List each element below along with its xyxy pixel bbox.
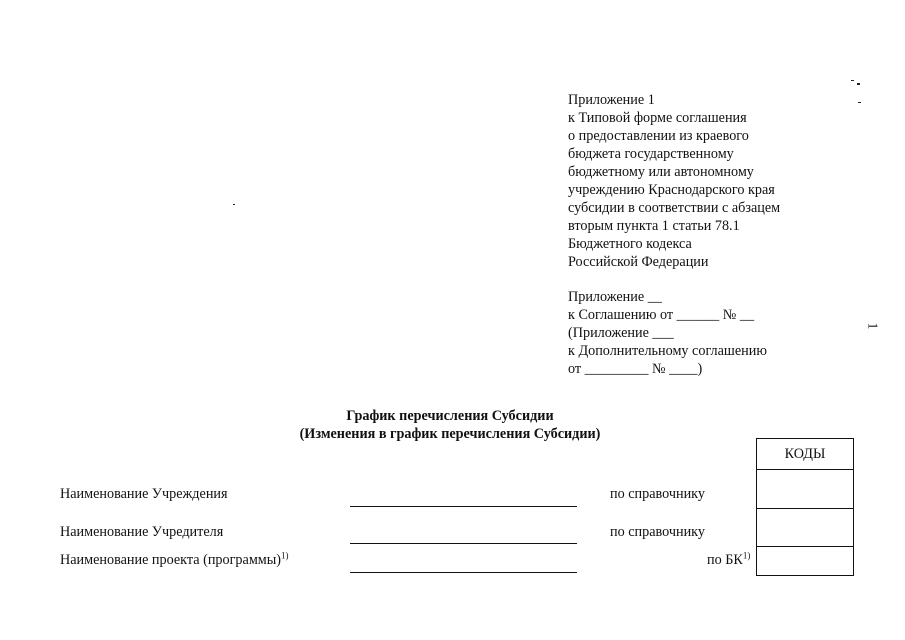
ref-bk-footnote-mark: 1)	[742, 550, 751, 561]
agreement-line: от _________ № ____)	[568, 361, 703, 377]
codes-cell-bk[interactable]	[757, 547, 853, 575]
project-field[interactable]	[350, 572, 577, 573]
appendix-line: субсидии в соответствии с абзацем	[568, 200, 781, 216]
institution-label: Наименование Учреждения	[60, 486, 228, 502]
page-number: 1	[864, 322, 880, 330]
appendix-spacer	[568, 271, 828, 288]
appendix-line: вторым пункта 1 статьи 78.1	[568, 218, 740, 234]
ref-bk-label-wrapper	[707, 552, 750, 569]
ref-directory-label-1: по справочнику	[610, 486, 705, 502]
page-title	[200, 407, 700, 443]
appendix-line: Бюджетного кодекса	[568, 236, 692, 252]
appendix-header	[568, 91, 828, 378]
institution-field[interactable]	[350, 506, 577, 507]
agreement-line: к Дополнительному соглашению	[568, 343, 767, 359]
codes-cell-founder[interactable]	[757, 509, 853, 547]
codes-cell-institution[interactable]	[757, 470, 853, 509]
title-line-changes: (Изменения в график перечисления Субсидии)	[299, 426, 601, 442]
appendix-line: бюджетному или автономному	[568, 164, 754, 180]
appendix-line: бюджета государственному	[568, 146, 734, 162]
codes-header: КОДЫ	[757, 439, 853, 470]
founder-field[interactable]	[350, 543, 577, 544]
appendix-line: учреждению Краснодарского края	[568, 182, 775, 198]
scan-speck	[233, 204, 235, 205]
scan-speck	[857, 83, 860, 85]
ref-bk-label: по БК	[707, 552, 743, 568]
codes-table	[756, 438, 854, 576]
appendix-line: к Типовой форме соглашения	[568, 110, 747, 126]
project-label-wrapper	[60, 552, 289, 569]
project-label: Наименование проекта (программы)	[60, 552, 282, 568]
scan-speck	[851, 80, 854, 81]
appendix-line: Российской Федерации	[568, 254, 709, 270]
appendix-line: Приложение 1	[568, 92, 655, 108]
ref-directory-label-2: по справочнику	[610, 524, 705, 540]
project-footnote-mark: 1)	[281, 550, 289, 561]
agreement-line: (Приложение ___	[568, 325, 674, 341]
founder-label: Наименование Учредителя	[60, 524, 224, 540]
title-line-main: График перечисления Субсидии	[346, 408, 554, 424]
scan-speck	[858, 102, 861, 103]
agreement-line: Приложение __	[568, 289, 662, 305]
agreement-line: к Соглашению от ______ № __	[568, 307, 755, 323]
appendix-line: о предоставлении из краевого	[568, 128, 749, 144]
